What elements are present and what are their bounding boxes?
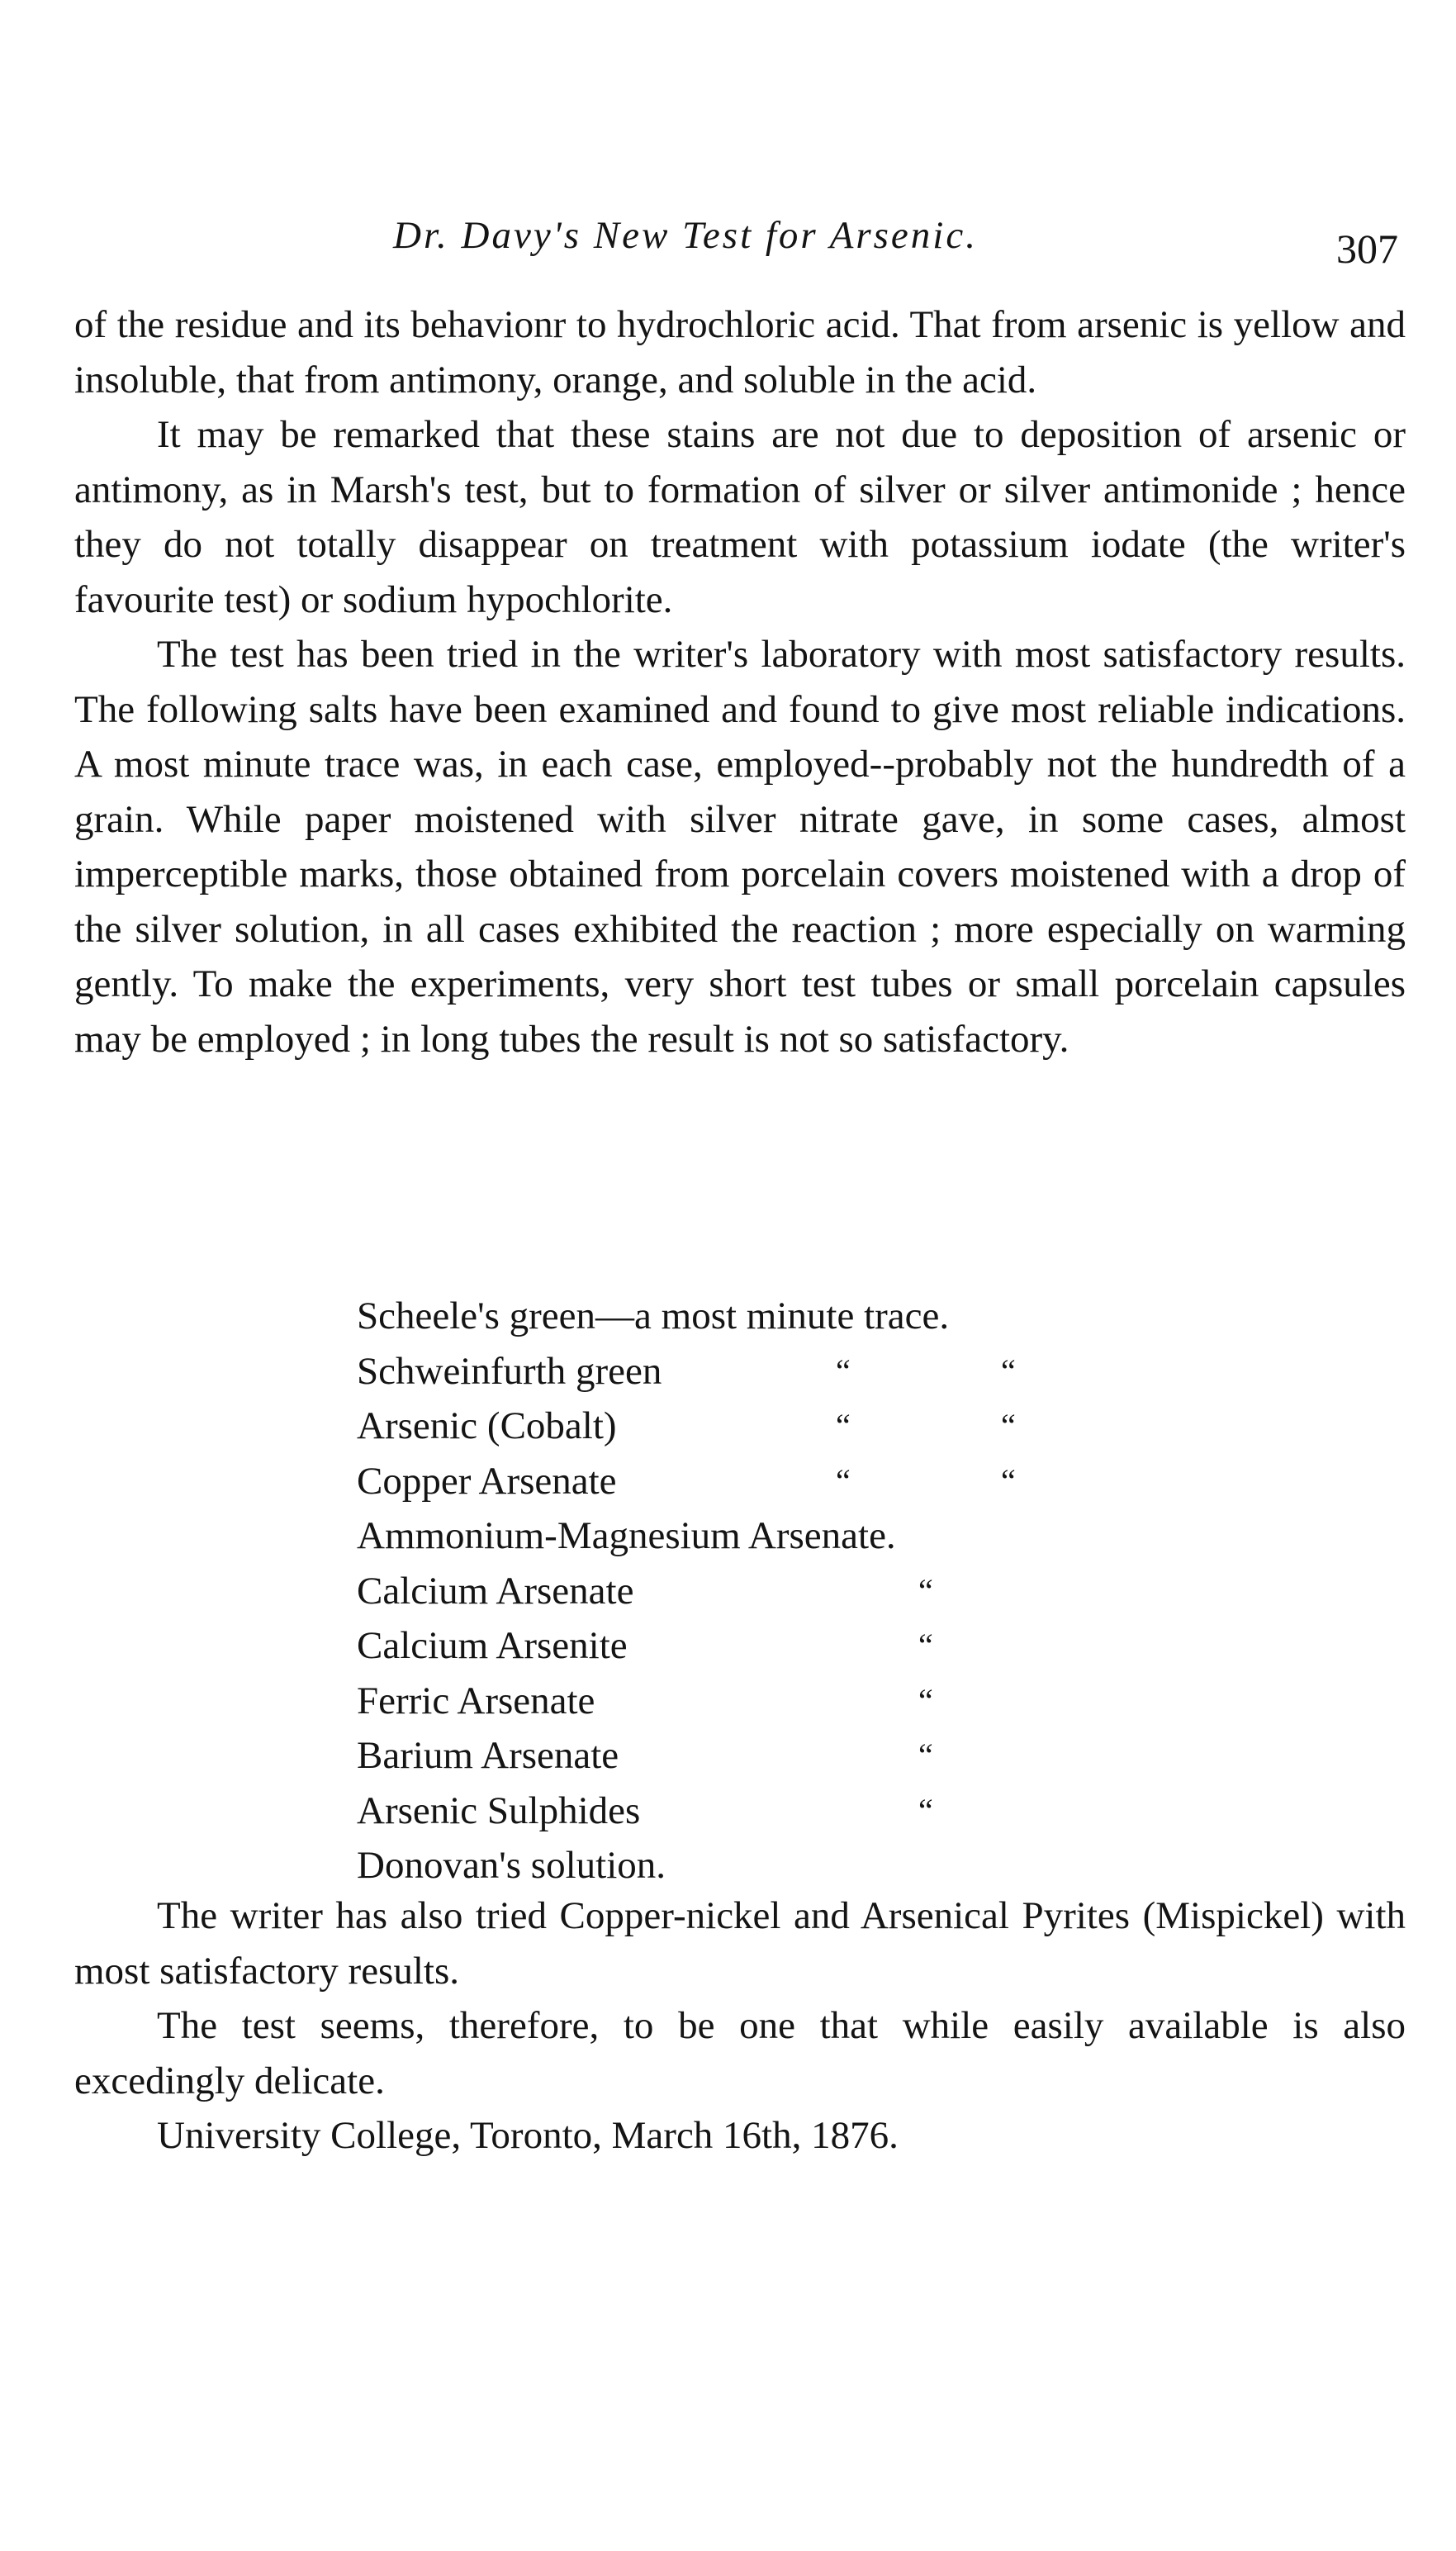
paragraph-copper-nickel: The writer has also tried Copper-nickel and Arsenical Pyrites (Mispickel) with most satisfactory results. [74, 1894, 1406, 1993]
salt-name: Barium Arsenate [357, 1734, 619, 1777]
ditto-mark: “ [836, 1461, 851, 1499]
paragraph-stains: It may be remarked that these stains are not due to deposition of arsenic or antimony, as in Marsh's test, but to formation of silver or silver antimonide ; hence they do not totally disappear on treatment with potassium iodate (the writer's favourite test) or sodium hypochlorite. [74, 413, 1406, 621]
ditto-mark: “ [836, 1352, 851, 1390]
salt-name: Ferric Arsenate [357, 1679, 595, 1722]
salt-name: Calcium Arsenate [357, 1569, 634, 1613]
closing-text [74, 1888, 1406, 2164]
salt-name: Donovan's solution. [357, 1844, 666, 1887]
salt-name: Arsenic (Cobalt) [357, 1404, 617, 1447]
salt-name: Schweinfurth green [357, 1349, 662, 1393]
paragraph-continuation: of the residue and its behavionr to hydrochloric acid. That from arsenic is yellow and insoluble, that from antimony, orange, and soluble in the acid. [74, 303, 1406, 401]
paragraph-conclusion: The test seems, therefore, to be one that while easily available is also excedingly delicate. [74, 2004, 1406, 2102]
page-number: 307 [1336, 226, 1398, 272]
paragraph-laboratory: The test has been tried in the writer's laboratory with most satisfactory results. The following salts have been examined and found to give most reliable indications. A most minute trace was, in each case, employed--probably not the hundredth of a grain. While paper moistened with silver nitrate gave, in some cases, almost imperceptible marks, those obtained from porcelain covers moistened with a drop of the silver solution, in all cases exhibited the reaction ; more especially on warming gently. To make the experiments, very short test tubes or small porcelain capsules may be employed ; in long tubes the result is not so satisfactory. [74, 633, 1406, 1061]
salt-name: Arsenic Sulphides [357, 1789, 641, 1832]
salt-name: Scheele's green—a most minute trace. [357, 1295, 950, 1337]
salt-name: Calcium Arsenite [357, 1624, 628, 1667]
ditto-mark: “ [1001, 1461, 1016, 1499]
ditto-mark: “ [918, 1791, 933, 1829]
ditto-mark: “ [1001, 1352, 1016, 1390]
ditto-mark: “ [918, 1736, 933, 1774]
body-text [74, 297, 1406, 1066]
salt-name: Copper Arsenate [357, 1459, 617, 1503]
signoff-line: University College, Toronto, March 16th, 1876. [157, 2114, 899, 2157]
ditto-mark: “ [1001, 1407, 1016, 1444]
salt-name: Ammonium-Magnesium Arsenate. [357, 1514, 896, 1557]
ditto-mark: “ [918, 1627, 933, 1664]
running-title: Dr. Davy's New Test for Arsenic. [393, 214, 978, 257]
ditto-mark: “ [918, 1681, 933, 1719]
ditto-mark: “ [836, 1407, 851, 1444]
ditto-mark: “ [918, 1571, 933, 1609]
